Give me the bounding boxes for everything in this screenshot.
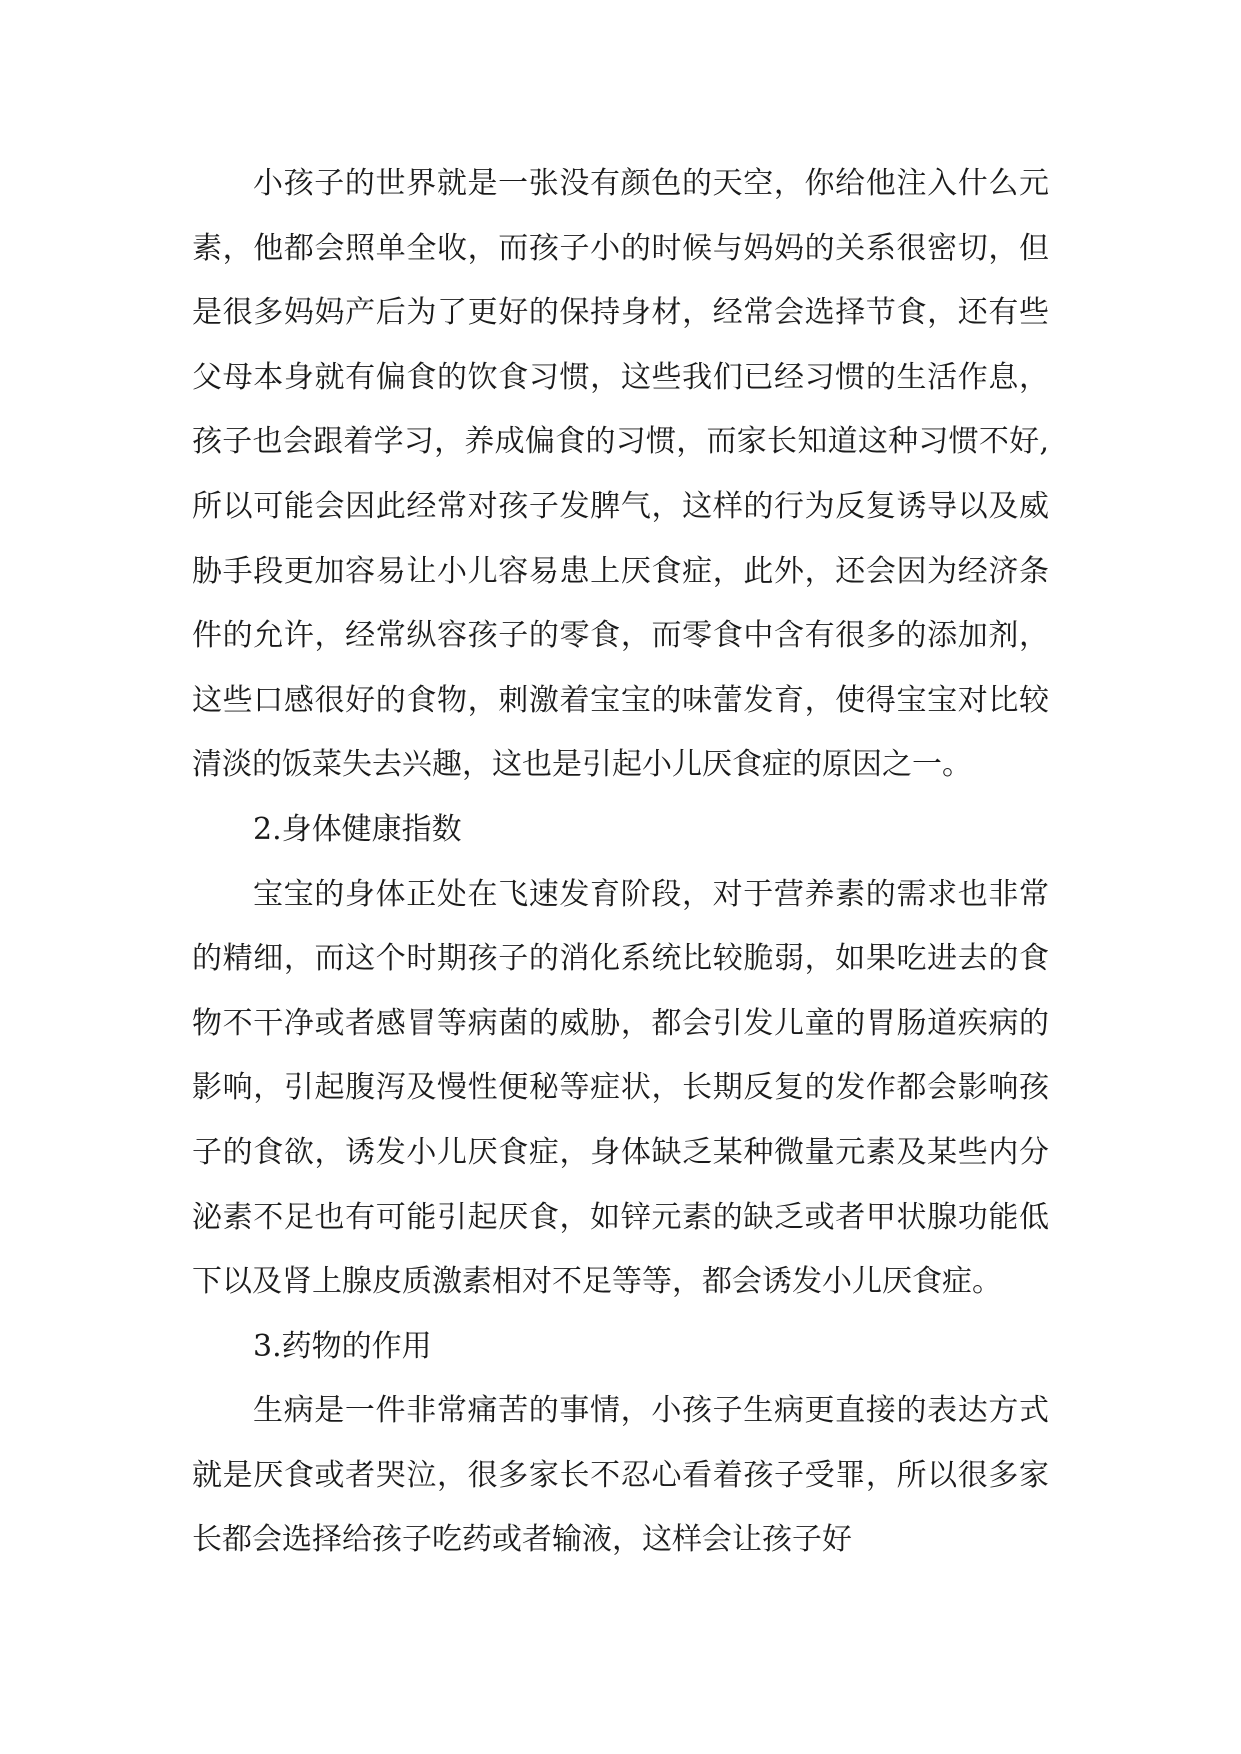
body-paragraph: 小孩子的世界就是一张没有颜色的天空，你给他注入什么元素，他都会照单全收，而孩子小的时候与妈妈的关系很密切，但是很多妈妈产后为了更好的保持身材，经常会选择节食，还有些父母本身就有偏食的饮食习惯，这些我们已经习惯的生活作息，孩子也会跟着学习，养成偏食的习惯，而家长知道这种习惯不好,所以可能会因此经常对孩子发脾气，这样的行为反复诱导以及威胁手段更加容易让小儿容易患上厌食症，此外，还会因为经济条件的允许，经常纵容孩子的零食，而零食中含有很多的添加剂，这些口感很好的食物，刺激着宝宝的味蕾发育，使得宝宝对比较清淡的饭菜失去兴趣，这也是引起小儿厌食症的原因之一。 <box>192 166 1049 783</box>
body-paragraph: 生病是一件非常痛苦的事情，小孩子生病更直接的表达方式就是厌食或者哭泣，很多家长不忍心看着孩子受罪，所以很多家长都会选择给孩子吃药或者输液，这样会让孩子好 <box>192 1393 1049 1558</box>
body-paragraph: 宝宝的身体正处在飞速发育阶段，对于营养素的需求也非常的精细，而这个时期孩子的消化系统比较脆弱，如果吃进去的食物不干净或者感冒等病菌的威胁，都会引发儿童的胃肠道疾病的影响，引起腹泻及慢性便秘等症状，长期反复的发作都会影响孩子的食欲，诱发小儿厌食症，身体缺乏某种微量元素及某些内分泌素不足也有可能引起厌食，如锌元素的缺乏或者甲状腺功能低下以及肾上腺皮质激素相对不足等等，都会诱发小儿厌食症。 <box>192 876 1049 1300</box>
section-heading: 2.身体健康指数 <box>253 811 462 847</box>
document-body <box>192 152 1049 1573</box>
section-heading: 3.药物的作用 <box>253 1328 432 1364</box>
